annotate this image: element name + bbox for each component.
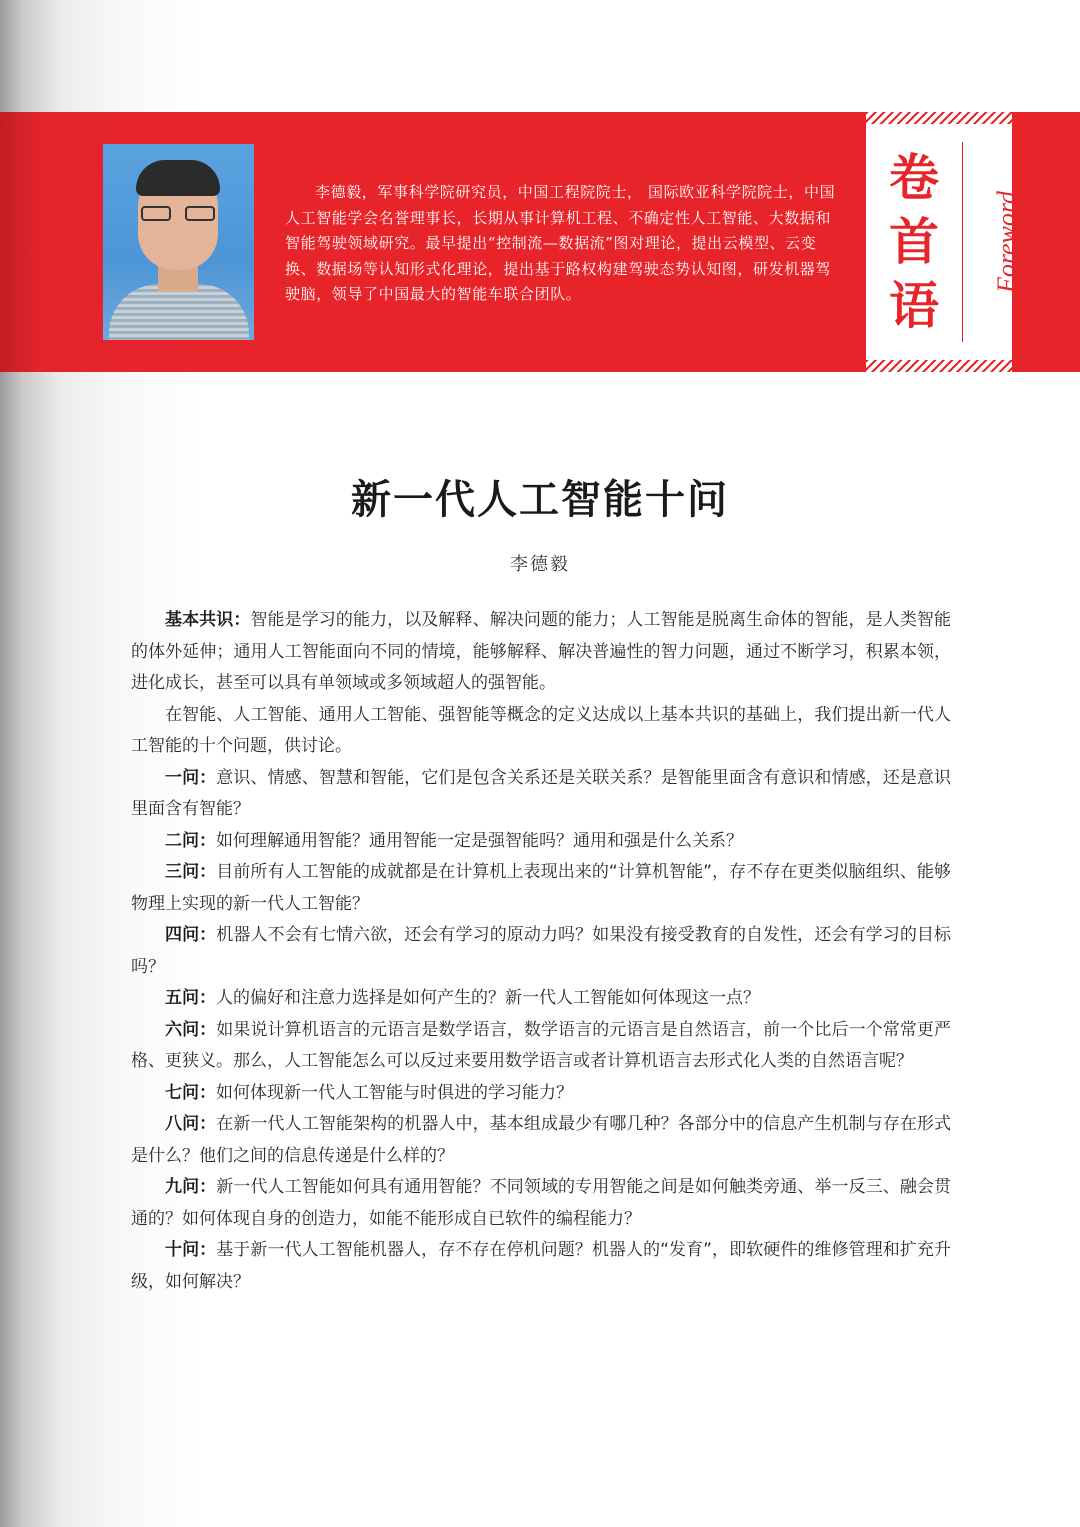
foreword-char: 首 <box>889 212 939 271</box>
divider-line <box>962 142 963 342</box>
paragraph-text: 机器人不会有七情六欲，还会有学习的原动力吗？如果没有接受教育的自发性，还会有学习的目标吗？ <box>131 925 952 977</box>
article-body <box>131 605 951 1298</box>
foreword-char: 卷 <box>889 148 939 207</box>
author-bio: 李德毅，军事科学院研究员，中国工程院院士， 国际欧亚科学院院士，中国人工智能学会名誉理事长，长期从事计算机工程、不确定性人工智能、大数据和智能驾驶领域研究。最早提出“控制流—数据流”图对理论，提出云模型、云变换、数据场等认知形式化理论，提出基于路权构建驾驶态势认知图，研发机器驾驶脑，领导了中国最大的智能车联合团队。 <box>285 183 836 303</box>
paragraph-text: 在新一代人工智能架构的机器人中，基本组成最少有哪几种？各部分中的信息产生机制与存在形式是什么？他们之间的信息传递是什么样的？ <box>131 1114 952 1166</box>
paragraph <box>131 857 951 920</box>
paragraph-label: 九问： <box>165 1177 217 1197</box>
paragraph <box>131 700 951 763</box>
stripe-decoration-top <box>866 112 1012 124</box>
paragraph <box>131 1235 951 1298</box>
paragraph <box>131 826 951 858</box>
author-photo <box>103 144 254 340</box>
foreword-char: 语 <box>889 276 939 335</box>
paragraph-text: 目前所有人工智能的成就都是在计算机上表现出来的“计算机智能”，存不存在更类似脑组织、能够物理上实现的新一代人工智能？ <box>131 862 952 914</box>
paragraph-label: 二问： <box>165 830 216 851</box>
paragraph-text: 如何体现新一代人工智能与时俱进的学习能力？ <box>216 1082 573 1103</box>
stripe-decoration-bottom <box>866 360 1012 372</box>
foreword-tag <box>866 112 1021 372</box>
paragraph-text: 人的偏好和注意力选择是如何产生的？新一代人工智能如何体现这一点？ <box>216 988 760 1008</box>
foreword-label-zh <box>884 146 944 338</box>
paragraph-text: 如果说计算机语言的元语言是数学语言，数学语言的元语言是自然语言，前一个比后一个常常更严格、更狭义。那么，人工智能怎么可以反过来要用数学语言或者计算机语言去形式化人类的自然语言呢？ <box>131 1019 952 1071</box>
paragraph-text: 基于新一代人工智能机器人，存不存在停机问题？机器人的“发育”，即软硬件的维修管理和扩充升级，如何解决？ <box>131 1240 952 1292</box>
paragraph-label: 一问： <box>165 767 217 788</box>
paragraph-text: 新一代人工智能如何具有通用智能？不同领域的专用智能之间是如何触类旁通、举一反三、融会贯通的？如何体现自身的创造力，如能不能形成自已软件的编程能力？ <box>131 1177 952 1229</box>
paragraph <box>131 605 951 700</box>
paragraph <box>131 920 951 983</box>
foreword-label-en: Foreword <box>992 190 1021 294</box>
paragraph <box>131 1109 951 1172</box>
paragraph <box>131 983 951 1015</box>
paragraph-label: 七问： <box>165 1082 216 1103</box>
paragraph-label: 八问： <box>165 1114 217 1134</box>
paragraph-label: 基本共识： <box>165 610 251 630</box>
article-author: 李德毅 <box>510 554 570 575</box>
paragraph-text: 在智能、人工智能、通用人工智能、强智能等概念的定义达成以上基本共识的基础上，我们提出新一代人工智能的十个问题，供讨论。 <box>131 704 951 756</box>
paragraph-label: 十问： <box>165 1240 217 1260</box>
paragraph-label: 五问： <box>165 988 216 1008</box>
photo-shirt <box>109 284 249 340</box>
paragraph <box>131 1078 951 1110</box>
article-title: 新一代人工智能十问 <box>351 477 729 523</box>
paragraph <box>131 1172 951 1235</box>
photo-hair <box>136 160 220 196</box>
paragraph <box>131 1015 951 1078</box>
paragraph-text: 意识、情感、智慧和智能，它们是包含关系还是关联关系？是智能里面含有意识和情感，还是意识里面含有智能？ <box>131 767 952 819</box>
photo-glasses <box>141 206 215 222</box>
paragraph-text: 如何理解通用智能？通用智能一定是强智能吗？通用和强是什么关系？ <box>216 830 743 851</box>
paragraph-label: 三问： <box>165 862 217 882</box>
paragraph <box>131 763 951 826</box>
paragraph-label: 四问： <box>165 925 217 945</box>
paragraph-text: 智能是学习的能力，以及解释、解决问题的能力；人工智能是脱离生命体的智能，是人类智能的体外延伸；通用人工智能面向不同的情境，能够解释、解决普遍性的智力问题，通过不断学习，积累本领，进化成长，甚至可以具有单领域或多领域超人的强智能。 <box>131 610 952 693</box>
paragraph-label: 六问： <box>165 1019 217 1040</box>
